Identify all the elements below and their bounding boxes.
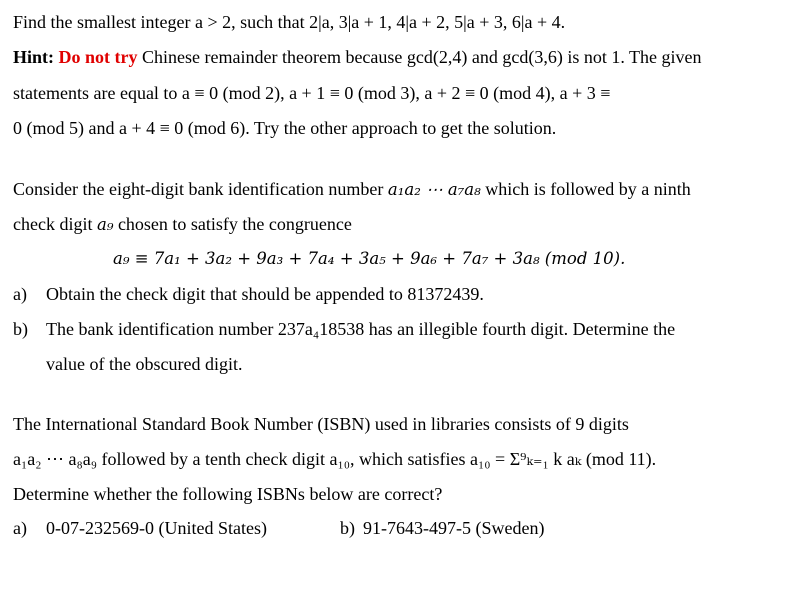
problem2-line2-post: chosen to satisfy the congruence — [113, 214, 352, 234]
problem1-hint-line — [13, 46, 702, 68]
item-b-text: The bank identification number 237a₄18538 has an illegible fourth digit. Determine the — [46, 319, 676, 339]
problem2-line2 — [13, 213, 352, 236]
problem2-line1 — [13, 178, 691, 201]
hint-warning: Do not try — [58, 47, 138, 67]
item-b-label: b) — [13, 319, 28, 339]
problem2-line1-pre: Consider the eight-digit bank identification number — [13, 179, 388, 199]
problem2-line2-pre: check digit — [13, 214, 97, 234]
check-digit-math: a₉ — [96, 215, 114, 234]
hint-label: Hint: — [13, 47, 55, 67]
problem2-line1-post: which is followed by a ninth — [480, 179, 691, 199]
problem1-line3: statements are equal to a ≡ 0 (mod 2), a + 1 ≡ 0 (mod 3), a + 2 ≡ 0 (mod 4), a + 3 ≡ — [13, 83, 611, 103]
problem3-line3: Determine whether the following ISBNs below are correct? — [13, 484, 443, 504]
isbn-b-text: 91-7643-497-5 (Sweden) — [363, 518, 545, 538]
problem1-line4: 0 (mod 5) and a + 4 ≡ 0 (mod 6). Try the other approach to get the solution. — [13, 118, 557, 138]
bank-number-math: a₁a₂ ⋯ a₇a₈ — [387, 180, 481, 199]
congruence-formula: a₉ ≡ 7a₁ + 3a₂ + 9a₃ + 7a₄ + 3a₅ + 9a₆ + 7a₇ + 3a₈ (mod 10). — [113, 249, 626, 268]
item-a-text: Obtain the check digit that should be appended to 81372439. — [46, 284, 484, 304]
problem2-item-a — [13, 283, 773, 305]
hint-text: Chinese remainder theorem because gcd(2,4) and gcd(3,6) is not 1. The given — [137, 47, 702, 67]
item-a-label: a) — [13, 284, 27, 304]
isbn-a-label: a) — [13, 518, 27, 538]
problem2-item-b — [13, 318, 773, 340]
isbn-a-text: 0-07-232569-0 (United States) — [46, 518, 267, 538]
isbn-b-label: b) — [340, 518, 355, 538]
problem3-items — [13, 517, 613, 539]
problem3-line2: a₁a₂ ⋯ a₈a₉ followed by a tenth check digit a₁₀, which satisfies a₁₀ = Σ⁹ₖ₌₁ k aₖ (mod 11). — [13, 449, 657, 469]
problem3-line1: The International Standard Book Number (ISBN) used in libraries consists of 9 digits — [13, 414, 629, 434]
problem2-item-b-cont: value of the obscured digit. — [46, 354, 243, 374]
problem1-line1: Find the smallest integer a > 2, such that 2|a, 3|a + 1, 4|a + 2, 5|a + 3, 6|a + 4. — [13, 12, 566, 32]
